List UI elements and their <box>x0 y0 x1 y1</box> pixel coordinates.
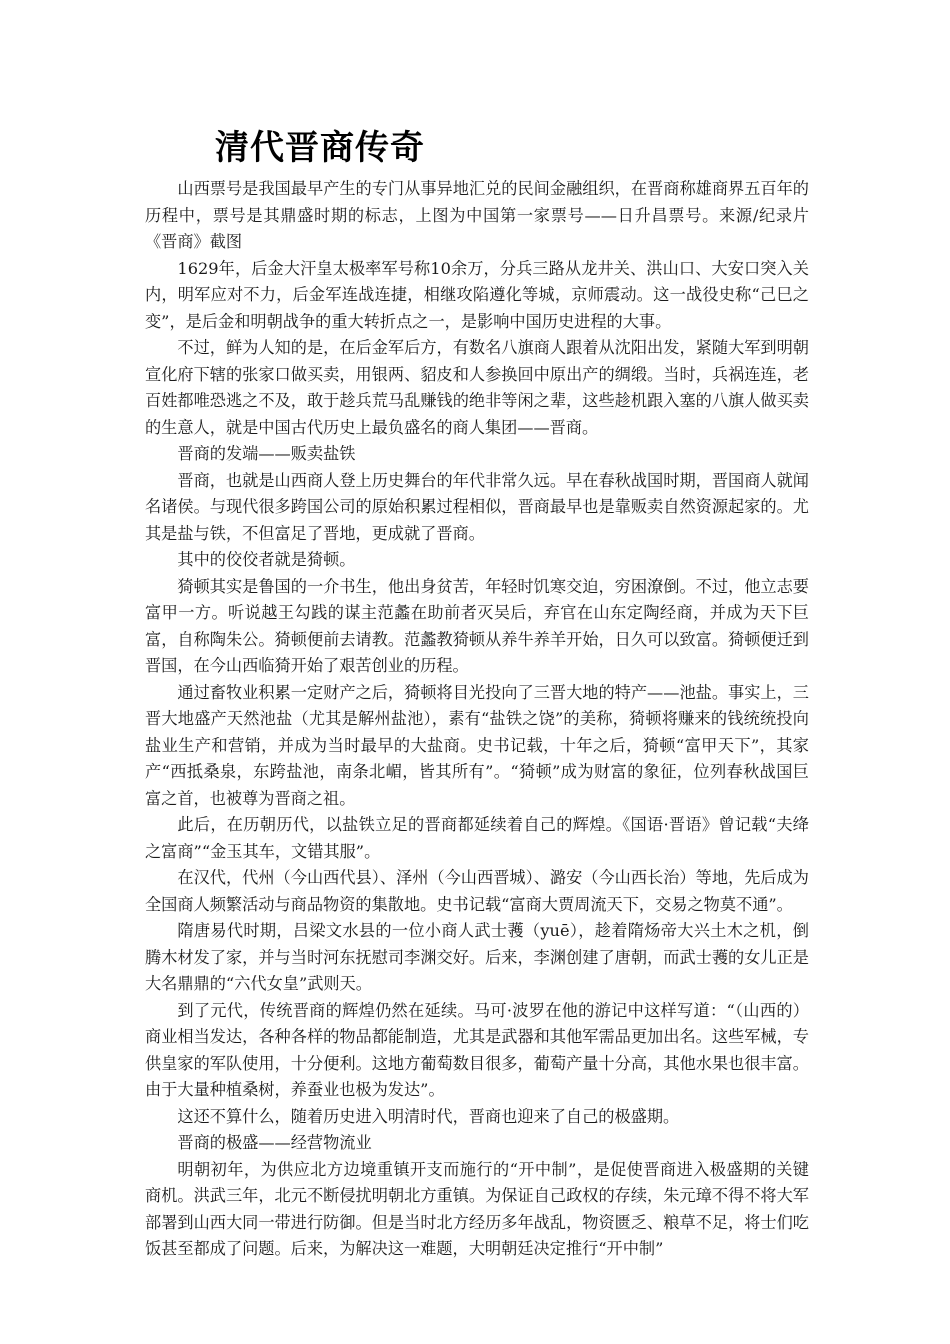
section-heading: 晋商的发端——贩卖盐铁 <box>177 444 356 463</box>
paragraph: 此后，在历朝历代，以盐铁立足的晋商都延续着自己的辉煌。《国语·晋语》曾记载“夫绛之富商”“金玉其车，文错其服”。 <box>145 815 809 861</box>
paragraph: 通过畜牧业积累一定财产之后，猗顿将目光投向了三晋大地的特产——池盐。事实上，三晋大地盛产天然池盐（尤其是解州盐池），素有“盐铁之饶”的美称，猗顿将赚来的钱统统投向盐业生产和营销，并成为当时最早的大盐商。史书记载，十年之后，猗顿“富甲天下”，其家产“西抵桑泉，东跨盐池，南条北嵋，皆其所有”。“猗顿”成为财富的象征，位列春秋战国巨富之首，也被尊为晋商之祖。 <box>145 682 809 808</box>
document-title: 清代晋商传奇 <box>215 128 425 168</box>
paragraph: 猗顿其实是鲁国的一介书生，他出身贫苦，年轻时饥寒交迫，穷困潦倒。不过，他立志要富甲一方。听说越王勾践的谋主范蠡在助前者灭吴后，弃官在山东定陶经商，并成为天下巨富，自称陶朱公。猗顿便前去请教。范蠡教猗顿从养牛养羊开始，日久可以致富。猗顿便迁到晋国，在今山西临猗开始了艰苦创业的历程。 <box>145 576 809 675</box>
paragraph: 1629年，后金大汗皇太极率军号称10余万，分兵三路从龙井关、洪山口、大安口突入关内，明军应对不力，后金军连战连捷，相继攻陷遵化等城，京师震动。这一战役史称“己巳之变”，是后金和明朝战争的重大转折点之一，是影响中国历史进程的大事。 <box>145 258 809 331</box>
paragraph: 明朝初年，为供应北方边境重镇开支而施行的“开中制”，是促使晋商进入极盛期的关键商机。洪武三年，北元不断侵扰明朝北方重镇。为保证自己政权的存续，朱元璋不得不将大军部署到山西大同一带进行防御。但是当时北方经历多年战乱，物资匮乏、粮草不足，将士们吃饭甚至都成了问题。后来，为解决这一难题，大明朝廷决定推行“开中制” <box>145 1159 809 1258</box>
document-body <box>145 176 809 1263</box>
paragraph: 其中的佼佼者就是猗顿。 <box>177 550 356 569</box>
paragraph: 隋唐易代时期，吕梁文水县的一位小商人武士彟（yuē），趁着隋炀帝大兴土木之机，倒腾木材发了家，并与当时河东抚慰司李渊交好。后来，李渊创建了唐朝，而武士彟的女儿正是大名鼎鼎的“六代女皇”武则天。 <box>145 921 809 993</box>
paragraph: 晋商，也就是山西商人登上历史舞台的年代非常久远。早在春秋战国时期，晋国商人就闻名诸侯。与现代很多跨国公司的原始积累过程相似，晋商最早也是靠贩卖自然资源起家的。尤其是盐与铁，不但富足了晋地，更成就了晋商。 <box>145 470 809 543</box>
section-heading: 晋商的极盛——经营物流业 <box>177 1133 372 1152</box>
paragraph: 到了元代，传统晋商的辉煌仍然在延续。马可·波罗在他的游记中这样写道：“（山西的）商业相当发达，各种各样的物品都能制造，尤其是武器和其他军需品更加出名。这些军械，专供皇家的军队使用，十分便利。这地方葡萄数目很多，葡萄产量十分高，其他水果也很丰富。由于大量种植桑树，养蚕业也极为发达”。 <box>145 1000 809 1099</box>
paragraph: 在汉代，代州（今山西代县）、泽州（今山西晋城）、潞安（今山西长治）等地，先后成为全国商人频繁活动与商品物资的集散地。史书记载“富商大贾周流天下，交易之物莫不通”。 <box>145 868 809 914</box>
paragraph: 这还不算什么，随着历史进入明清时代，晋商也迎来了自己的极盛期。 <box>177 1106 680 1126</box>
paragraph-image-caption: 山西票号是我国最早产生的专门从事异地汇兑的民间金融组织，在晋商称雄商界五百年的历程中，票号是其鼎盛时期的标志，上图为中国第一家票号——日升昌票号。来源/纪录片《晋商》截图 <box>145 179 809 251</box>
paragraph: 不过，鲜为人知的是，在后金军后方，有数名八旗商人跟着从沈阳出发，紧随大军到明朝宣化府下辖的张家口做买卖，用银两、貂皮和人参换回中原出产的绸缎。当时，兵祸连连，老百姓都唯恐逃之不及，敢于趁兵荒马乱赚钱的绝非等闲之辈，这些趁机跟入塞的八旗人做买卖的生意人，就是中国古代历史上最负盛名的商人集团——晋商。 <box>145 338 809 437</box>
